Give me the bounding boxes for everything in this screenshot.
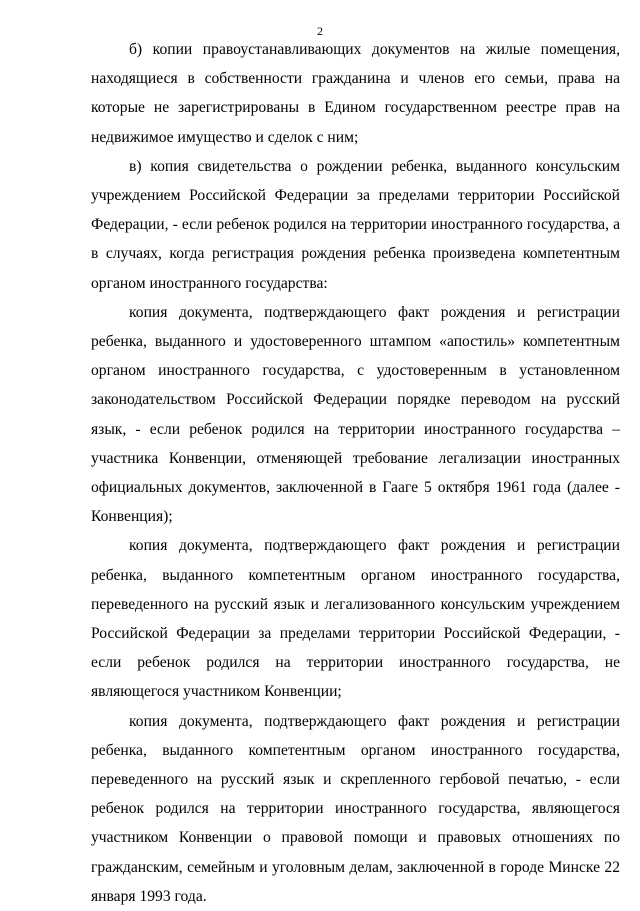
- document-body: [91, 35, 620, 911]
- paragraph-minsk-convention-document: копия документа, подтверждающего факт рождения и регистрации ребенка, выданного компетентным органом иностранного государства, переведенного на русский язык и скрепленного гербовой печатью, - если ребенок родился на территории иностранного государства, являющегося участником Конвенции о правовой помощи и правовых отношениях по гражданским, семейным и уголовным делам, заключенной в городе Минске 22 января 1993 года.: [91, 712, 620, 905]
- paragraph-apostille-document: копия документа, подтверждающего факт рождения и регистрации ребенка, выданного и удостоверенного штампом «апостиль» компетентным органом иностранного государства, с удостоверенным в установленном законодательством Российской Федерации порядке переводом на русский язык, - если ребенок родился на территории иностранного государства – участника Конвенции, отменяющей требование легализации иностранных официальных документов, заключенной в Гааге 5 октября 1961 года (далее - Конвенция);: [91, 303, 620, 526]
- paragraph-birth-certificate-consular: в) копия свидетельства о рождении ребенка, выданного консульским учреждением Российской Федерации за пределами территории Российской Федерации, - если ребенок родился на территории иностранного государства, а в случаях, когда регистрация рождения ребенка произведена компетентным органом иностранного государства:: [91, 157, 620, 292]
- paragraph-housing-documents: б) копии правоустанавливающих документов на жилые помещения, находящиеся в собственности гражданина и членов его семьи, права на которые не зарегистрированы в Едином государственном реестре прав на недвижимое имущество и сделок с ним;: [91, 41, 620, 146]
- paragraph-legalized-document: копия документа, подтверждающего факт рождения и регистрации ребенка, выданного компетентным органом иностранного государства, переведенного на русский язык и легализованного консульским учреждением Российской Федерации за пределами территории Российской Федерации, - если ребенок родился на территории иностранного государства, не являющегося участником Конвенции;: [91, 537, 620, 701]
- page-number: 2: [317, 24, 323, 38]
